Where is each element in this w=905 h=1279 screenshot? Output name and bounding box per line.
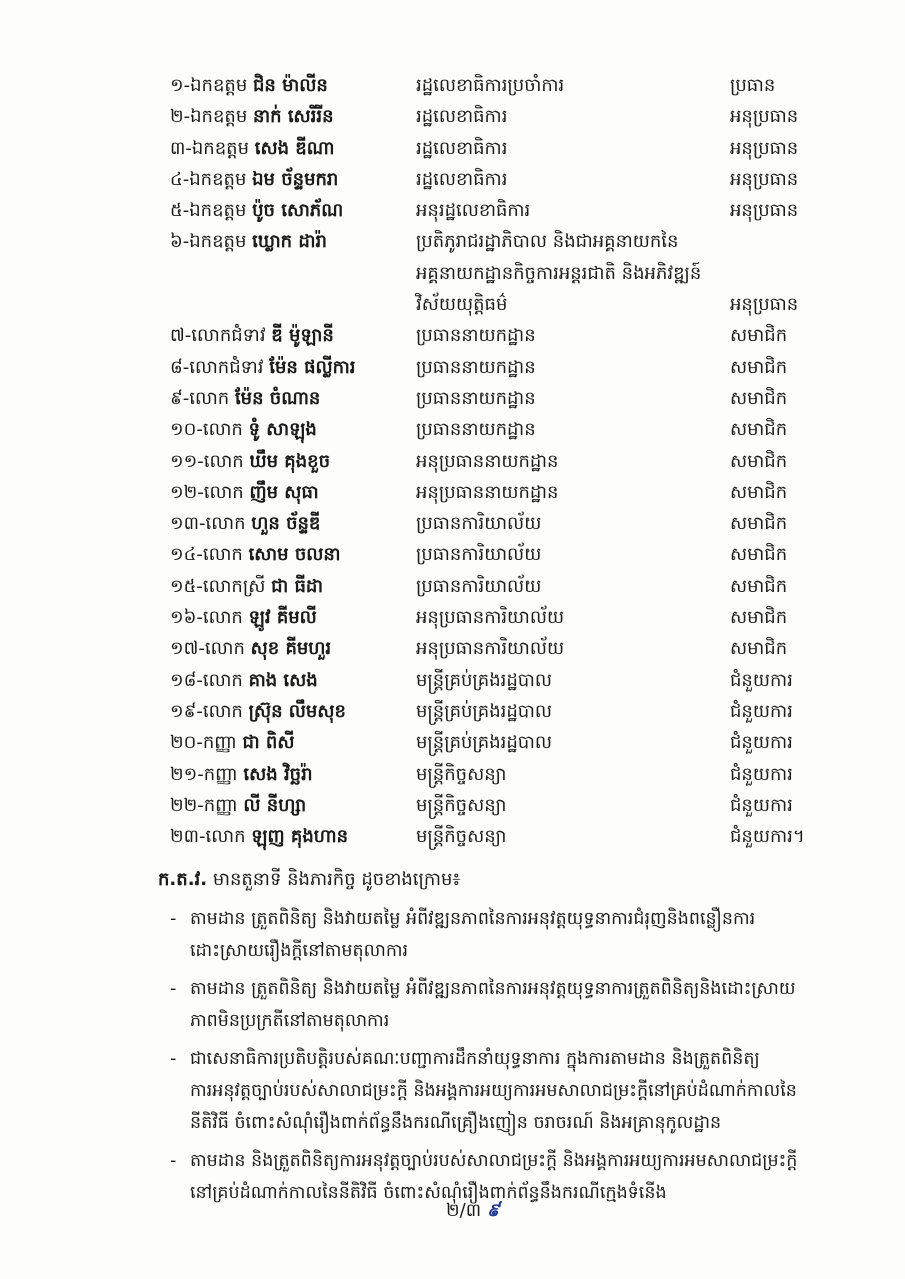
duty-line: តាមដាន និងត្រួតពិនិត្យការអនុវត្តច្បាប់របស់សាលាជម្រះក្តី និងអង្គការអយ្យការអមសាលាជម្រះក្តី <box>190 1151 798 1171</box>
member-prefix: ២០-កញ្ញា <box>170 732 237 754</box>
member-role: ជំនួយការ <box>730 700 793 722</box>
member-name: ឃ្លោក ដារ៉ា <box>252 231 327 253</box>
handwritten-page-mark: ៩ <box>486 1200 500 1221</box>
member-row <box>170 320 830 351</box>
duty-line: ដោះស្រាយរឿងក្តីនៅតាមតុលាការ <box>190 941 409 961</box>
member-name-cell <box>170 320 416 351</box>
member-row <box>170 70 830 101</box>
bullet-dash: - <box>170 909 177 929</box>
member-position: មន្ត្រីកិច្ចសន្យា <box>416 794 507 816</box>
member-name: ជិន ម៉ាលីន <box>252 75 328 96</box>
member-position-cell <box>416 70 730 101</box>
member-position: អនុរដ្ឋលេខាធិការ <box>416 200 531 222</box>
member-position: វិស័យយុត្តិធម៌ <box>416 294 508 316</box>
member-name-cell <box>170 696 416 727</box>
member-position: រដ្ឋលេខាធិការប្រចាំការ <box>416 75 565 96</box>
member-name-cell <box>170 633 416 664</box>
member-name-cell <box>170 508 416 539</box>
member-name-cell <box>170 414 416 445</box>
member-position-cell <box>416 414 730 445</box>
member-prefix: ២៣-លោក <box>170 826 246 848</box>
member-name: សោម ចលនា <box>248 544 341 566</box>
member-name: ប៉ូច សោភ័ណ <box>252 200 344 222</box>
duty-text <box>190 1043 850 1139</box>
member-role: សមាជិក <box>730 607 788 629</box>
member-row <box>170 821 830 852</box>
member-role: ជំនួយការ។ <box>730 826 805 848</box>
member-name-cell <box>170 383 416 414</box>
page-number-text: ២/៣ <box>446 1200 482 1221</box>
member-name: ម៉ែន ចំណាន <box>234 387 321 409</box>
member-prefix: ១៤-លោក <box>170 544 243 566</box>
duty-text <box>190 973 850 1037</box>
member-prefix: ២-ឯកឧត្តម <box>170 106 248 128</box>
member-name-cell <box>170 477 416 508</box>
member-position-cell <box>416 446 730 477</box>
member-role: សមាជិក <box>730 387 788 409</box>
member-row <box>170 539 830 570</box>
member-position-cell <box>416 633 730 664</box>
member-position-cell <box>416 101 730 132</box>
member-role: សមាជិក <box>730 513 788 535</box>
member-role: ជំនួយការ <box>730 669 793 691</box>
member-role: សមាជិក <box>730 575 788 597</box>
member-name: សេង ឌីណា <box>254 137 335 159</box>
duty-text <box>190 903 850 967</box>
member-position-cell <box>416 383 730 414</box>
duties-heading <box>158 865 460 895</box>
member-position: មន្ត្រីគ្រប់គ្រងរដ្ឋបាល <box>416 700 553 722</box>
member-name: ឌី ម៉ូឡានី <box>271 325 334 347</box>
duty-line: នីតិវិធី ចំពោះសំណុំរឿងពាក់ព័ន្ធនឹងករណីគ្រឿងញៀន ចរាចរណ៍ និងអគ្រានុកូលដ្ឋាន <box>190 1113 722 1133</box>
member-position-cell <box>416 665 730 696</box>
member-row <box>170 508 830 539</box>
member-role: សមាជិក <box>730 544 788 566</box>
member-position-cell <box>416 696 730 727</box>
member-role: សមាជិក <box>730 481 788 503</box>
member-prefix: ១០-លោក <box>170 419 243 441</box>
member-position-cell <box>416 352 730 383</box>
member-position: អនុប្រធាននាយកដ្ឋាន <box>416 450 559 472</box>
member-position: រដ្ឋលេខាធិការ <box>416 106 508 128</box>
member-position-cell <box>416 226 730 320</box>
member-position-cell <box>416 602 730 633</box>
member-prefix: ១៣-លោក <box>170 513 246 535</box>
member-name: ស្រ៊ុន លឹមសុខ <box>248 700 346 722</box>
member-row <box>170 727 830 758</box>
member-name: ញឹម សុធា <box>249 481 319 503</box>
member-row <box>170 571 830 602</box>
member-position-cell <box>416 821 730 852</box>
member-prefix: ៩-លោក <box>170 387 230 409</box>
member-prefix: ១៩-លោក <box>170 700 243 722</box>
member-role: សមាជិក <box>730 638 788 660</box>
member-position: ប្រធានការិយាល័យ <box>416 544 542 566</box>
member-name-cell <box>170 164 416 195</box>
member-role: អនុប្រធាន <box>730 200 799 222</box>
member-position-cell <box>416 164 730 195</box>
member-prefix: ៧-លោកជំទាវ <box>170 325 266 347</box>
member-row <box>170 602 830 633</box>
member-row <box>170 790 830 821</box>
member-role: ជំនួយការ <box>730 763 793 785</box>
bullet-dash: - <box>170 1151 177 1171</box>
member-position-cell <box>416 759 730 790</box>
member-prefix: ១៥-លោកស្រី <box>170 575 266 597</box>
member-list <box>170 70 830 852</box>
member-role: អនុប្រធាន <box>730 168 799 190</box>
member-role: សមាជិក <box>730 450 788 472</box>
member-name: ជា ពិសី <box>242 732 295 754</box>
member-position-cell <box>416 133 730 164</box>
member-name-cell <box>170 602 416 633</box>
member-prefix: ១៦-លោក <box>170 607 243 629</box>
member-role: ប្រធាន <box>730 75 776 96</box>
member-row <box>170 226 830 320</box>
member-position-cell <box>416 195 730 226</box>
bullet-dash: - <box>170 979 177 999</box>
member-position: ប្រធាននាយកដ្ឋាន <box>416 387 536 409</box>
duty-line: តាមដាន ត្រួតពិនិត្យ និងវាយតម្លៃ អំពីវឌ្ឍនភាពនៃការអនុវត្តយុទ្ធនាការជំរុញនិងពន្លឿនការ <box>190 909 756 929</box>
member-row <box>170 633 830 664</box>
member-position: អគ្គនាយកដ្ឋានកិច្ចការអន្តរជាតិ និងអភិវឌ្ឍន៍ <box>416 262 702 284</box>
member-name-cell <box>170 352 416 383</box>
member-name: លី នីហ្សា <box>243 794 307 816</box>
member-name-cell <box>170 133 416 164</box>
duties-list <box>170 903 850 1215</box>
member-row <box>170 101 830 132</box>
duty-item <box>170 903 850 967</box>
member-row <box>170 383 830 414</box>
member-position-cell <box>416 727 730 758</box>
member-name-cell <box>170 70 416 101</box>
member-role: សមាជិក <box>730 419 788 441</box>
member-position: រដ្ឋលេខាធិការ <box>416 137 508 159</box>
member-prefix: ២២-កញ្ញា <box>170 794 238 816</box>
member-position: មន្ត្រីគ្រប់គ្រងរដ្ឋបាល <box>416 732 553 754</box>
member-name: ឯម ច័ន្ទមករា <box>252 168 339 190</box>
member-position: ប្រធានការិយាល័យ <box>416 575 542 597</box>
member-name: សុខ គីមហួរ <box>250 638 332 660</box>
member-position: មន្ត្រីកិច្ចសន្យា <box>416 763 507 785</box>
member-name-cell <box>170 101 416 132</box>
member-prefix: ១-ឯកឧត្តម <box>170 75 248 96</box>
duty-line: ភាពមិនប្រក្រតីនៅតាមតុលាការ <box>190 1011 390 1031</box>
member-name-cell <box>170 539 416 570</box>
member-name: ហួន ច័ន្ទឌី <box>251 513 321 535</box>
duty-item <box>170 1043 850 1139</box>
member-role: អនុប្រធាន <box>730 106 799 128</box>
duty-item <box>170 1145 850 1209</box>
member-row <box>170 133 830 164</box>
member-position: មន្ត្រីកិច្ចសន្យា <box>416 826 507 848</box>
member-row <box>170 446 830 477</box>
duty-line: ជាសេនាធិការប្រតិបត្តិរបស់គណៈបញ្ជាការដឹកនាំយុទ្ធនាការ ក្នុងការតាមដាន និងត្រួតពិនិត្យ <box>190 1049 760 1069</box>
member-name: ជា ធីដា <box>271 575 324 597</box>
member-name: គាង សេង <box>248 669 318 691</box>
member-prefix: ១៨-លោក <box>170 669 243 691</box>
member-role: សមាជិក <box>730 325 788 347</box>
member-row <box>170 696 830 727</box>
member-position: អនុប្រធានការិយាល័យ <box>416 638 565 660</box>
duty-line: តាមដាន ត្រួតពិនិត្យ និងវាយតម្លៃ អំពីវឌ្ឍនភាពនៃការអនុវត្តយុទ្ធនាការត្រួតពិនិត្យនិងដោះស្រាយ <box>190 979 796 999</box>
bullet-dash: - <box>170 1049 177 1069</box>
member-row <box>170 759 830 790</box>
member-position-cell <box>416 539 730 570</box>
member-name-cell <box>170 727 416 758</box>
member-prefix: ៦-ឯកឧត្តម <box>170 231 247 253</box>
member-prefix: ១២-លោក <box>170 481 244 503</box>
member-row <box>170 665 830 696</box>
member-row <box>170 195 830 226</box>
member-name-cell <box>170 821 416 852</box>
duty-text <box>190 1145 850 1209</box>
member-name: ឡុញ គុងហាន <box>251 826 349 848</box>
member-role: ជំនួយការ <box>730 732 793 754</box>
member-position: មន្ត្រីគ្រប់គ្រងរដ្ឋបាល <box>416 669 553 691</box>
member-position: រដ្ឋលេខាធិការ <box>416 168 508 190</box>
member-position: ប្រតិភូរាជរដ្ឋាភិបាល និងជាអគ្គនាយកនៃ <box>416 231 679 253</box>
member-row <box>170 164 830 195</box>
member-name-cell <box>170 446 416 477</box>
member-position: អនុប្រធានការិយាល័យ <box>416 607 565 629</box>
member-name: ទូំ សាឡុង <box>248 419 317 441</box>
duty-line: នៅគ្រប់ដំណាក់កាលនៃនីតិវិធី ចំពោះសំណុំរឿងពាក់ព័ន្ធនឹងករណីក្មេងទំនើង <box>190 1183 667 1203</box>
member-role: សមាជិក <box>730 356 788 378</box>
member-prefix: ៤-ឯកឧត្តម <box>170 168 247 190</box>
member-name-cell <box>170 571 416 602</box>
member-row <box>170 477 830 508</box>
member-name: ឃឹម គុងខួច <box>249 450 331 472</box>
member-prefix: ១៧-លោក <box>170 638 245 660</box>
member-name-cell <box>170 195 416 226</box>
member-prefix: ៨-លោកជំទាវ <box>170 356 264 378</box>
member-position-cell <box>416 790 730 821</box>
member-role: ជំនួយការ <box>730 794 793 816</box>
member-name: ម៉ែន ផល្លីការ <box>269 356 356 378</box>
duties-heading-text: មានតួនាទី និងភារកិច្ច ដូចខាងក្រោម៖ <box>212 869 461 890</box>
member-prefix: ៣-ឯកឧត្តម <box>170 137 250 159</box>
member-row <box>170 352 830 383</box>
member-name-cell <box>170 665 416 696</box>
duty-item <box>170 973 850 1037</box>
member-name-cell <box>170 226 416 257</box>
member-position: ប្រធាននាយកដ្ឋាន <box>416 419 536 441</box>
member-name-cell <box>170 790 416 821</box>
member-prefix: ៥-ឯកឧត្តម <box>170 200 247 222</box>
duty-line: ការអនុវត្តច្បាប់របស់សាលាជម្រះក្តី និងអង្គការអយ្យការអមសាលាជម្រះក្តីនៅគ្រប់ដំណាក់កាលនៃ <box>190 1081 797 1101</box>
duties-heading-abbr: ក.ត.វ. <box>158 869 208 890</box>
member-name: ឡូវ គីមលី <box>248 607 317 629</box>
member-position-cell <box>416 508 730 539</box>
member-position: ប្រធានការិយាល័យ <box>416 513 542 535</box>
member-prefix: ១១-លោក <box>170 450 244 472</box>
member-name: សេង វិច្ឆរ៉ា <box>243 763 313 785</box>
member-position: ប្រធាននាយកដ្ឋាន <box>416 325 536 347</box>
member-position-cell <box>416 571 730 602</box>
member-position-cell <box>416 320 730 351</box>
member-role: អនុប្រធាន <box>730 294 799 316</box>
member-position: អនុប្រធាននាយកដ្ឋាន <box>416 481 559 503</box>
member-position: ប្រធាននាយកដ្ឋាន <box>416 356 536 378</box>
page-number <box>446 1198 500 1225</box>
member-name: នាក់ សេរីរីន <box>252 106 334 128</box>
member-role: អនុប្រធាន <box>730 137 799 159</box>
member-name-cell <box>170 759 416 790</box>
member-row <box>170 414 830 445</box>
member-prefix: ២១-កញ្ញា <box>170 763 238 785</box>
member-position-cell <box>416 477 730 508</box>
